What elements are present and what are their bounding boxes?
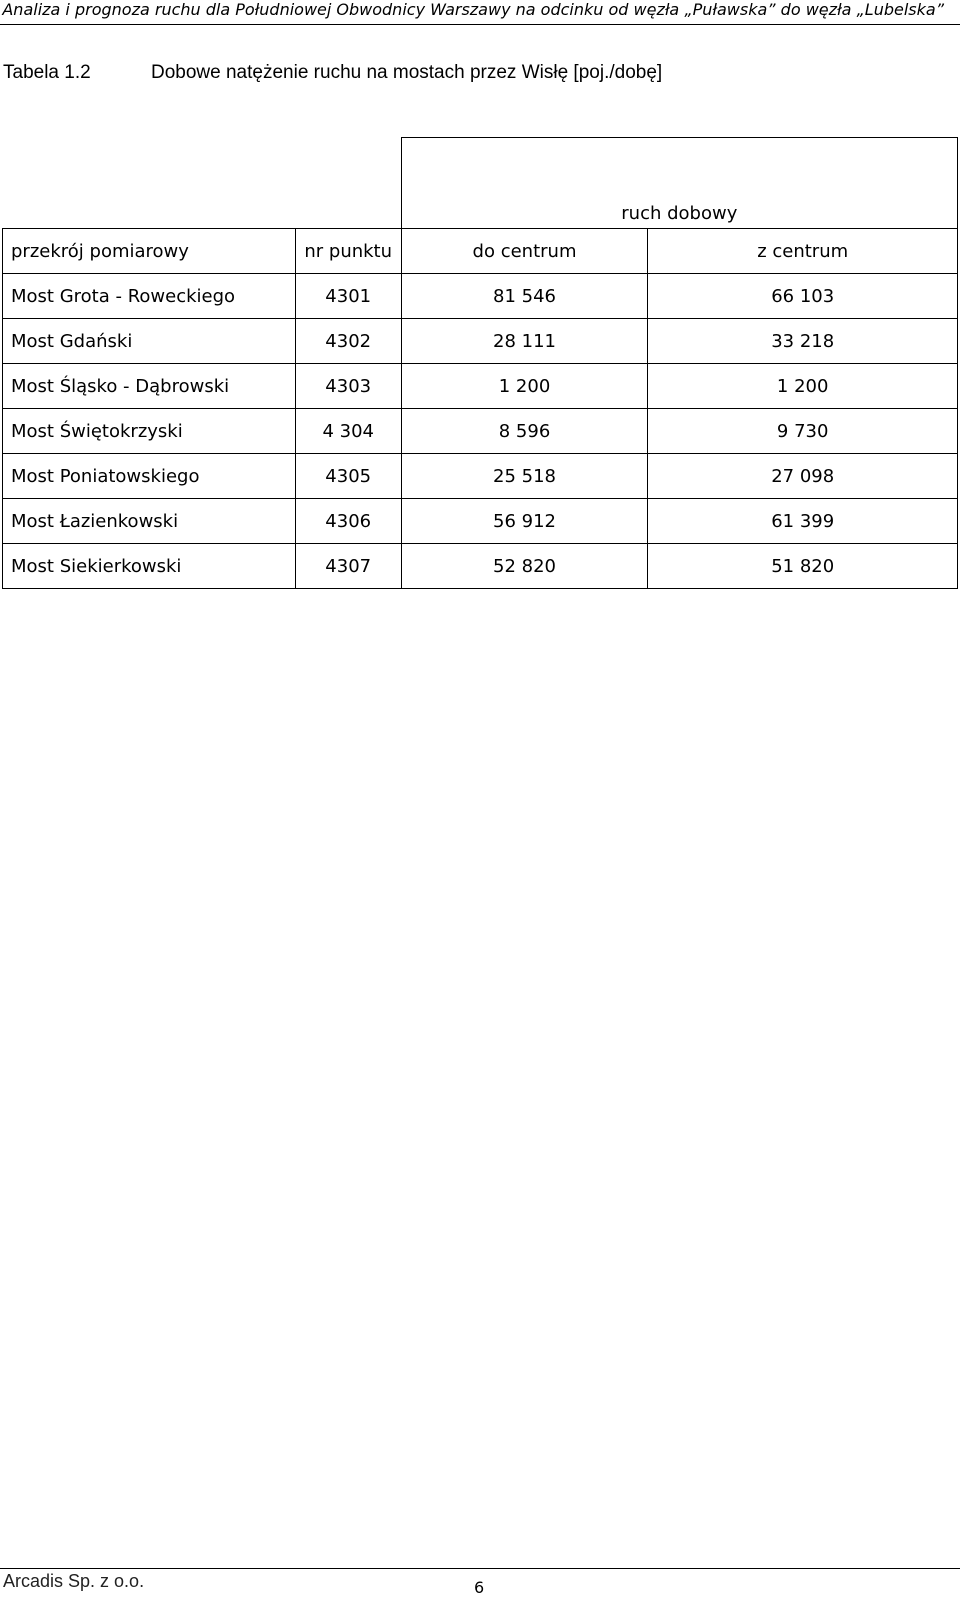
cell-przekroj: Most Siekierkowski <box>3 544 296 589</box>
table-row <box>3 544 958 589</box>
cell-do-centrum: 56 912 <box>401 499 648 544</box>
empty-corner-cell <box>3 138 402 229</box>
column-header-nr-punktu: nr punktu <box>295 229 401 274</box>
group-header-ruch-dobowy: ruch dobowy <box>401 138 957 229</box>
cell-przekroj: Most Łazienkowski <box>3 499 296 544</box>
table-row <box>3 454 958 499</box>
header-rule <box>0 24 960 25</box>
cell-przekroj: Most Grota - Roweckiego <box>3 274 296 319</box>
cell-do-centrum: 25 518 <box>401 454 648 499</box>
cell-do-centrum: 28 111 <box>401 319 648 364</box>
cell-nr-punktu: 4306 <box>295 499 401 544</box>
cell-z-centrum: 27 098 <box>648 454 958 499</box>
table-column-header-row <box>3 229 958 274</box>
cell-nr-punktu: 4302 <box>295 319 401 364</box>
table-title: Dobowe natężenie ruchu na mostach przez Wisłę [poj./dobę] <box>151 62 663 83</box>
table-group-header-row <box>3 138 958 229</box>
cell-z-centrum: 51 820 <box>648 544 958 589</box>
cell-nr-punktu: 4303 <box>295 364 401 409</box>
cell-do-centrum: 81 546 <box>401 274 648 319</box>
page-header <box>0 0 960 24</box>
cell-z-centrum: 1 200 <box>648 364 958 409</box>
cell-z-centrum: 61 399 <box>648 499 958 544</box>
table-number: Tabela 1.2 <box>3 62 91 83</box>
cell-nr-punktu: 4307 <box>295 544 401 589</box>
table-row <box>3 409 958 454</box>
table-row <box>3 319 958 364</box>
cell-przekroj: Most Gdański <box>3 319 296 364</box>
column-header-z-centrum: z centrum <box>648 229 958 274</box>
cell-z-centrum: 66 103 <box>648 274 958 319</box>
cell-do-centrum: 52 820 <box>401 544 648 589</box>
cell-do-centrum: 8 596 <box>401 409 648 454</box>
traffic-table <box>2 137 958 589</box>
cell-nr-punktu: 4 304 <box>295 409 401 454</box>
column-header-przekroj: przekrój pomiarowy <box>3 229 296 274</box>
cell-nr-punktu: 4301 <box>295 274 401 319</box>
cell-nr-punktu: 4305 <box>295 454 401 499</box>
table-row <box>3 364 958 409</box>
footer-rule <box>0 1568 960 1569</box>
footer-company: Arcadis Sp. z o.o. <box>3 1571 145 1591</box>
cell-przekroj: Most Poniatowskiego <box>3 454 296 499</box>
cell-z-centrum: 33 218 <box>648 319 958 364</box>
cell-do-centrum: 1 200 <box>401 364 648 409</box>
running-title: Analiza i prognoza ruchu dla Południowej Obwodnicy Warszawy na odcinku od węzła „Puławska” do węzła „Lubelska” <box>2 0 944 19</box>
page-number: 6 <box>474 1578 485 1597</box>
table-row <box>3 274 958 319</box>
cell-przekroj: Most Świętokrzyski <box>3 409 296 454</box>
cell-z-centrum: 9 730 <box>648 409 958 454</box>
cell-przekroj: Most Śląsko - Dąbrowski <box>3 364 296 409</box>
column-header-do-centrum: do centrum <box>401 229 648 274</box>
table-row <box>3 499 958 544</box>
